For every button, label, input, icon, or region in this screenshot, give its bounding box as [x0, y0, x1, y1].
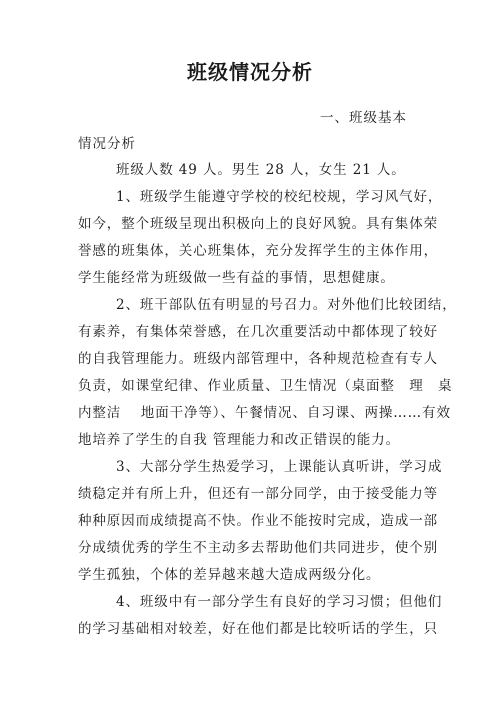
- paragraph-line: 的学习基础相对较差，好在他们都是比较听话的学生，只: [78, 621, 438, 637]
- paragraph-line: 2、班干部队伍有明显的号召力。对外他们比较团结，: [116, 297, 457, 313]
- paragraph-line: 如今，整个班级呈现出积极向上的良好风貌。具有集体荣: [78, 216, 438, 232]
- paragraph-line: 学生能经常为班级做一些有益的事情，思想健康。: [78, 270, 395, 286]
- paragraph-line: 的自我管理能力。班级内部管理中，各种规范检查有专人: [78, 351, 438, 367]
- document-title: 班级情况分析: [187, 60, 313, 84]
- paragraph-line: 班级人数 49 人。男生 28 人，女生 21 人。: [116, 162, 406, 178]
- paragraph-line: 1、班级学生能遵守学校的校纪校规，学习风气好，: [116, 189, 443, 205]
- paragraph-line: 负责，如课堂纪律、作业质量、卫生情况（桌面整 理 桌: [78, 378, 453, 394]
- section-heading-part2: 情况分析: [78, 136, 136, 152]
- paragraph-line: 有素养，有集体荣誉感，在几次重要活动中都体现了较好: [78, 324, 438, 340]
- paragraph-line: 分成绩优秀的学生不主动多去帮助他们共同进步，使个别: [78, 540, 438, 556]
- paragraph-line: 学生孤独，个体的差异越来越大造成两级分化。: [78, 567, 381, 583]
- paragraph-line: 誉感的班集体，关心班集体，充分发挥学生的主体作用，: [78, 243, 438, 259]
- paragraph-line: 3、大部分学生热爱学习，上课能认真听讲，学习成: [116, 459, 443, 475]
- paragraph-line: 种种原因而成绩提高不快。作业不能按时完成，造成一部: [78, 513, 438, 529]
- paragraph-line: 地培养了学生的自我 管理能力和改正错误的能力。: [78, 432, 400, 448]
- paragraph-line: 内整洁 地面干净等）、午餐情况、自习课、两操……有效: [78, 405, 451, 421]
- paragraph-line: 4、班级中有一部分学生有良好的学习习惯；但他们: [116, 594, 443, 610]
- section-heading-part1: 一、班级基本: [320, 110, 407, 126]
- paragraph-line: 绩稳定并有所上升，但还有一部分同学，由于接受能力等: [78, 486, 438, 502]
